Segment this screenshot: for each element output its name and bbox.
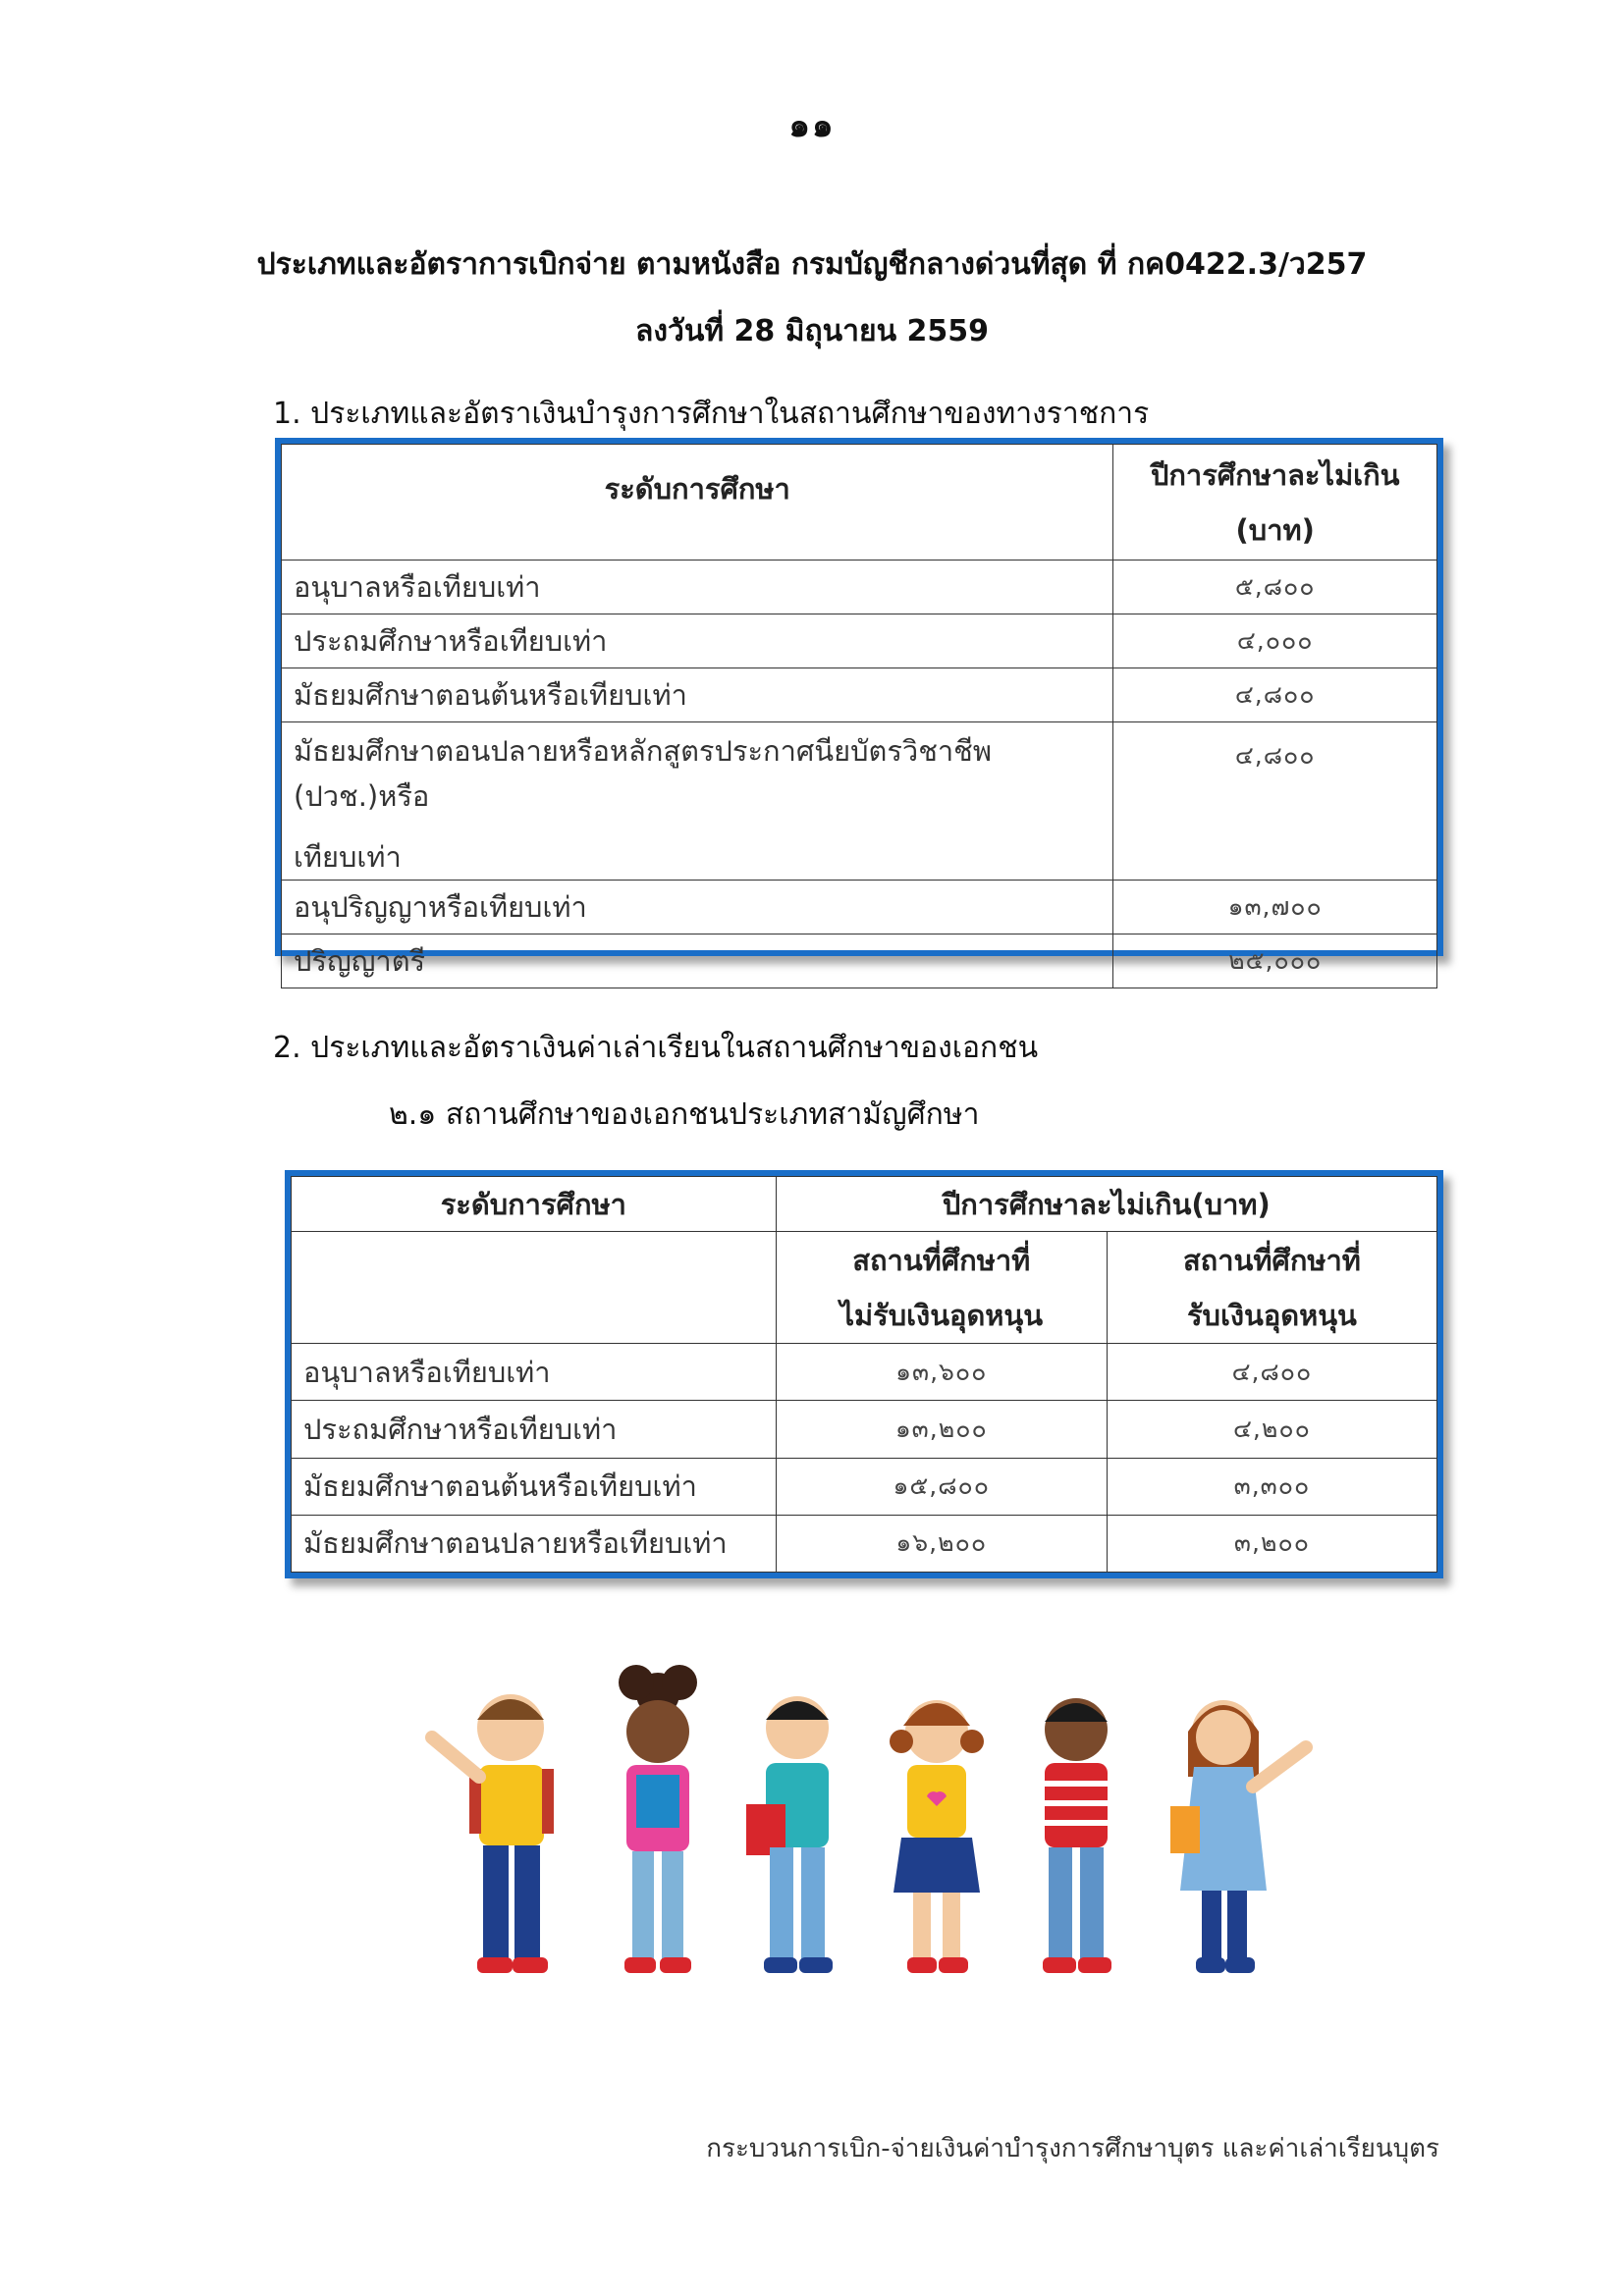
section2-subheading: ๒.๑ สถานศึกษาของเอกชนประเภทสามัญศึกษา xyxy=(389,1097,980,1132)
subsidy-cell: ๔,๒๐๐ xyxy=(1107,1401,1436,1458)
no-subsidy-line2: ไม่รับเงินอุดหนุน xyxy=(839,1298,1044,1332)
table1-header-amount xyxy=(1113,445,1437,561)
level-cell: อนุบาลหรือเทียบเท่า xyxy=(292,1344,777,1401)
level-cell: ประถมศึกษาหรือเทียบเท่า xyxy=(282,614,1113,668)
child-6-figure xyxy=(1170,1700,1306,1973)
amount-cell: ๕,๘๐๐ xyxy=(1113,561,1437,614)
table-row xyxy=(292,1515,1437,1572)
subsidy-cell: ๓,๒๐๐ xyxy=(1107,1515,1436,1572)
section2-heading: 2. ประเภทและอัตราเงินค่าเล่าเรียนในสถานศึกษาของเอกชน xyxy=(273,1031,1039,1065)
table-row xyxy=(292,1458,1437,1515)
amount-cell: ๒๕,๐๐๐ xyxy=(1113,934,1437,988)
table-row xyxy=(282,881,1437,934)
children-group-illustration xyxy=(412,1659,1345,2032)
level-cell: มัธยมศึกษาตอนต้นหรือเทียบเท่า xyxy=(292,1458,777,1515)
level-cell: มัธยมศึกษาตอนปลายหรือเทียบเท่า xyxy=(292,1515,777,1572)
table1-header-level: ระดับการศึกษา xyxy=(282,445,1113,561)
child-4-figure xyxy=(890,1700,984,1973)
table-row xyxy=(282,561,1437,614)
level-cell xyxy=(282,722,1113,881)
document-title-line2: ลงวันที่ 28 มิถุนายน 2559 xyxy=(634,314,990,348)
private-school-fee-table xyxy=(285,1170,1443,1578)
child-3-figure xyxy=(746,1696,833,1973)
child-2-figure xyxy=(619,1665,697,1973)
amount-cell: ๔,๘๐๐ xyxy=(1113,722,1437,881)
amount-cell: ๑๓,๗๐๐ xyxy=(1113,881,1437,934)
level-cell: มัธยมศึกษาตอนต้นหรือเทียบเท่า xyxy=(282,668,1113,722)
level-cell: อนุปริญญาหรือเทียบเท่า xyxy=(282,881,1113,934)
no-subsidy-cell: ๑๖,๒๐๐ xyxy=(776,1515,1107,1572)
table2-header-no-subsidy xyxy=(776,1232,1107,1344)
level-cell: ปริญญาตรี xyxy=(282,934,1113,988)
child-1-figure xyxy=(432,1694,554,1973)
page-footer: กระบวนการเบิก-จ่ายเงินค่าบำรุงการศึกษาบุตร และค่าเล่าเรียนบุตร xyxy=(706,2134,1439,2163)
page-number: ๑๑ xyxy=(788,106,836,145)
no-subsidy-cell: ๑๓,๒๐๐ xyxy=(776,1401,1107,1458)
level-cell: อนุบาลหรือเทียบเท่า xyxy=(282,561,1113,614)
table2-header-group: ปีการศึกษาละไม่เกิน(บาท) xyxy=(776,1177,1436,1232)
subsidy-line2: รับเงินอุดหนุน xyxy=(1186,1298,1357,1332)
table-row xyxy=(282,668,1437,722)
table2-header-subsidy xyxy=(1107,1232,1436,1344)
table-row xyxy=(282,934,1437,988)
no-subsidy-cell: ๑๕,๘๐๐ xyxy=(776,1458,1107,1515)
section1-heading: 1. ประเภทและอัตราเงินบำรุงการศึกษาในสถานศึกษาของทางราชการ xyxy=(273,397,1150,431)
no-subsidy-line1: สถานที่ศึกษาที่ xyxy=(852,1243,1031,1277)
child-5-figure xyxy=(1043,1698,1111,1973)
table1-header-amount-line1: ปีการศึกษาละไม่เกิน xyxy=(1150,457,1400,492)
table-row xyxy=(292,1401,1437,1458)
table2-header-blank xyxy=(292,1232,777,1344)
amount-cell: ๔,๘๐๐ xyxy=(1113,668,1437,722)
subsidy-line1: สถานที่ศึกษาที่ xyxy=(1182,1243,1361,1277)
table-row xyxy=(282,614,1437,668)
subsidy-cell: ๓,๓๐๐ xyxy=(1107,1458,1436,1515)
table1-header-amount-line2: (บาท) xyxy=(1235,512,1315,547)
table-row xyxy=(292,1344,1437,1401)
table-row xyxy=(282,722,1437,881)
subsidy-cell: ๔,๘๐๐ xyxy=(1107,1344,1436,1401)
document-title-line1: ประเภทและอัตราการเบิกจ่าย ตามหนังสือ กรมบัญชีกลางด่วนที่สุด ที่ กค0422.3/ว257 xyxy=(256,247,1368,282)
no-subsidy-cell: ๑๓,๖๐๐ xyxy=(776,1344,1107,1401)
table2-header-level: ระดับการศึกษา xyxy=(292,1177,777,1232)
level-cell-line2: เทียบเท่า xyxy=(294,840,402,874)
government-fee-table xyxy=(275,438,1443,978)
level-cell: ประถมศึกษาหรือเทียบเท่า xyxy=(292,1401,777,1458)
level-cell-line1: มัธยมศึกษาตอนปลายหรือหลักสูตรประกาศนียบัตรวิชาชีพ (ปวช.)หรือ xyxy=(294,734,992,813)
amount-cell: ๔,๐๐๐ xyxy=(1113,614,1437,668)
